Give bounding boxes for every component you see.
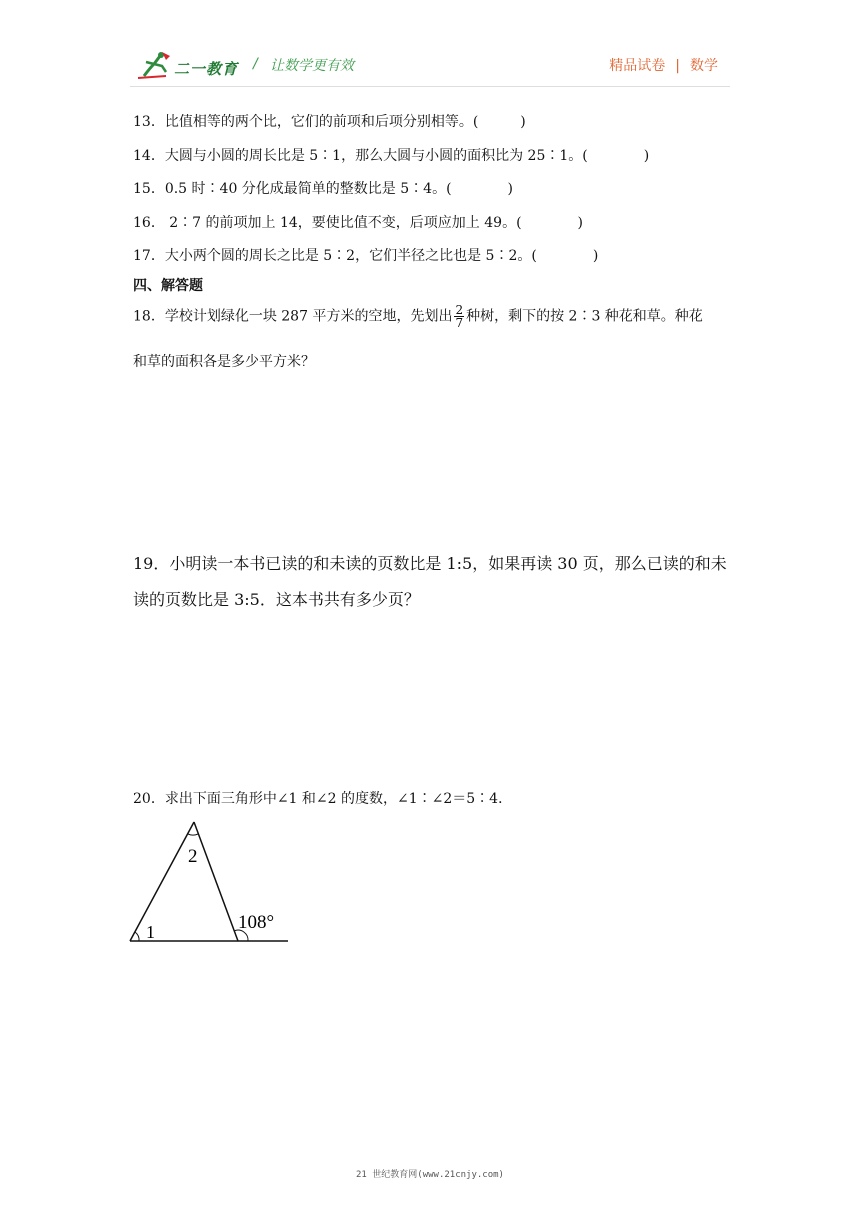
question-17 [133,246,598,266]
question-number: 18． [133,308,165,325]
page-footer: 21 世纪教育网(www.21cnjy.com) [356,1170,504,1180]
answer-close-paren: ) [520,114,526,130]
header-divider [130,86,730,87]
angle1-label: 1 [146,922,155,942]
logo-text: 二一教育 [174,60,239,78]
question-text-part2: 种树，剩下的按 2∶3 种花和草。种花 [466,308,703,325]
question-13 [133,112,526,132]
question-20 [133,788,512,808]
right-side [194,822,238,941]
exterior-angle-label: 108° [238,912,275,933]
question-16 [133,213,583,233]
logo [136,50,266,84]
header-right [609,55,718,75]
slogan: 让数学更有效 [270,58,354,74]
runner-logo-icon [136,50,172,80]
fraction [454,304,464,329]
question-14 [133,146,649,166]
question-15 [133,179,513,199]
answer-close-paren: ) [577,215,584,231]
left-side [130,822,194,941]
question-number: 14． [133,148,165,164]
angle2-label: 2 [188,846,198,867]
question-text: 比值相等的两个比，它们的前项和后项分别相等。( [164,114,479,130]
triangle-figure [126,818,296,948]
question-18-line2: 和草的面积各是多少平方米？ [133,354,315,370]
question-text: 大圆与小圆的周长比是 5∶1，那么大圆与小圆的面积比为 25∶1。( [164,148,588,164]
angle2-arc [188,834,198,835]
angle1-arc [135,932,139,941]
fraction-denominator: 7 [455,316,464,330]
answer-close-paren: ) [643,148,650,164]
question-text: 2∶7 的前项加上 14，要使比值不变，后项应加上 49。( [164,215,522,231]
question-19 [133,546,738,618]
question-text: 0.5 时∶40 分化成最简单的整数比是 5∶4。( [164,181,452,197]
question-number: 16． [133,215,165,231]
header-subject: 数学 [690,58,718,74]
question-number: 15． [133,181,165,197]
question-text-part1: 学校计划绿化一块 287 平方米的空地，先划出 [164,308,453,325]
fraction-numerator: 2 [455,303,464,317]
answer-close-paren: ) [507,181,514,197]
section-title: 四、解答题 [133,278,203,294]
page-header [130,44,730,84]
question-18 [133,304,733,329]
header-label: 精品试卷 [609,58,666,74]
question-number: 17． [133,248,165,264]
question-number: 19． [133,554,170,573]
question-text: 大小两个圆的周长之比是 5∶2，它们半径之比也是 5∶2。( [164,248,537,264]
question-text: 小明读一本书已读的和未读的页数比是 1:5，如果再读 30 页，那么已读的和未读的页数比是 3:5．这本书共有多少页？ [133,554,727,609]
answer-close-paren: ) [592,248,599,264]
question-number: 20． [133,791,165,807]
slogan-separator: / [253,56,258,72]
question-text: 求出下面三角形中∠1 和∠2 的度数，∠1∶∠2＝5∶4． [164,791,513,807]
question-number: 13． [133,114,165,130]
header-separator: | [675,58,680,74]
